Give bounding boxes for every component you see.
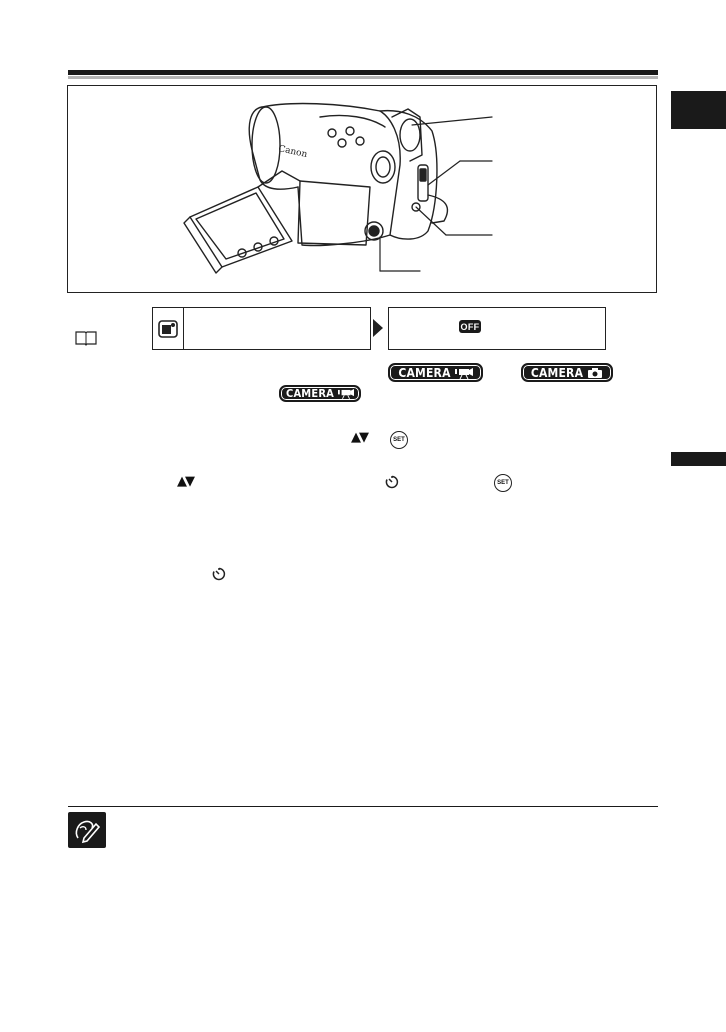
camera-menu-icon (152, 307, 184, 350)
camera-movie-mode-badge (388, 363, 483, 382)
up-down-arrows-icon: ▲▼ (351, 430, 367, 445)
camera-photo-mode-badge (521, 363, 613, 382)
set-button-icon: SET (390, 431, 408, 449)
chapter-tab (671, 91, 726, 129)
up-down-arrows-icon: ▲▼ (177, 474, 193, 489)
movie-camera-icon (455, 367, 473, 379)
header-rule-shadow (68, 76, 658, 79)
set-button-icon: SET (494, 474, 512, 492)
header-rule (68, 70, 658, 75)
section-tab (671, 452, 726, 466)
self-timer-icon (385, 475, 399, 489)
self-timer-icon (212, 567, 226, 581)
mode-label: CAMERA (285, 387, 334, 400)
menu-path-box (152, 307, 371, 350)
svg-text:Canon: Canon (277, 144, 309, 161)
mode-label: CAMERA (530, 365, 584, 380)
notes-rule (68, 806, 658, 807)
still-camera-icon (587, 367, 603, 379)
camera-movie-mode-badge-small (279, 385, 361, 402)
movie-camera-icon (338, 388, 354, 399)
off-badge: OFF (460, 321, 480, 332)
note-pencil-icon (68, 812, 106, 848)
setting-box (388, 307, 606, 350)
triangle-right-icon (373, 319, 383, 337)
book-icon (74, 330, 98, 346)
mode-label: CAMERA (398, 365, 451, 380)
camcorder-illustration (170, 95, 500, 280)
